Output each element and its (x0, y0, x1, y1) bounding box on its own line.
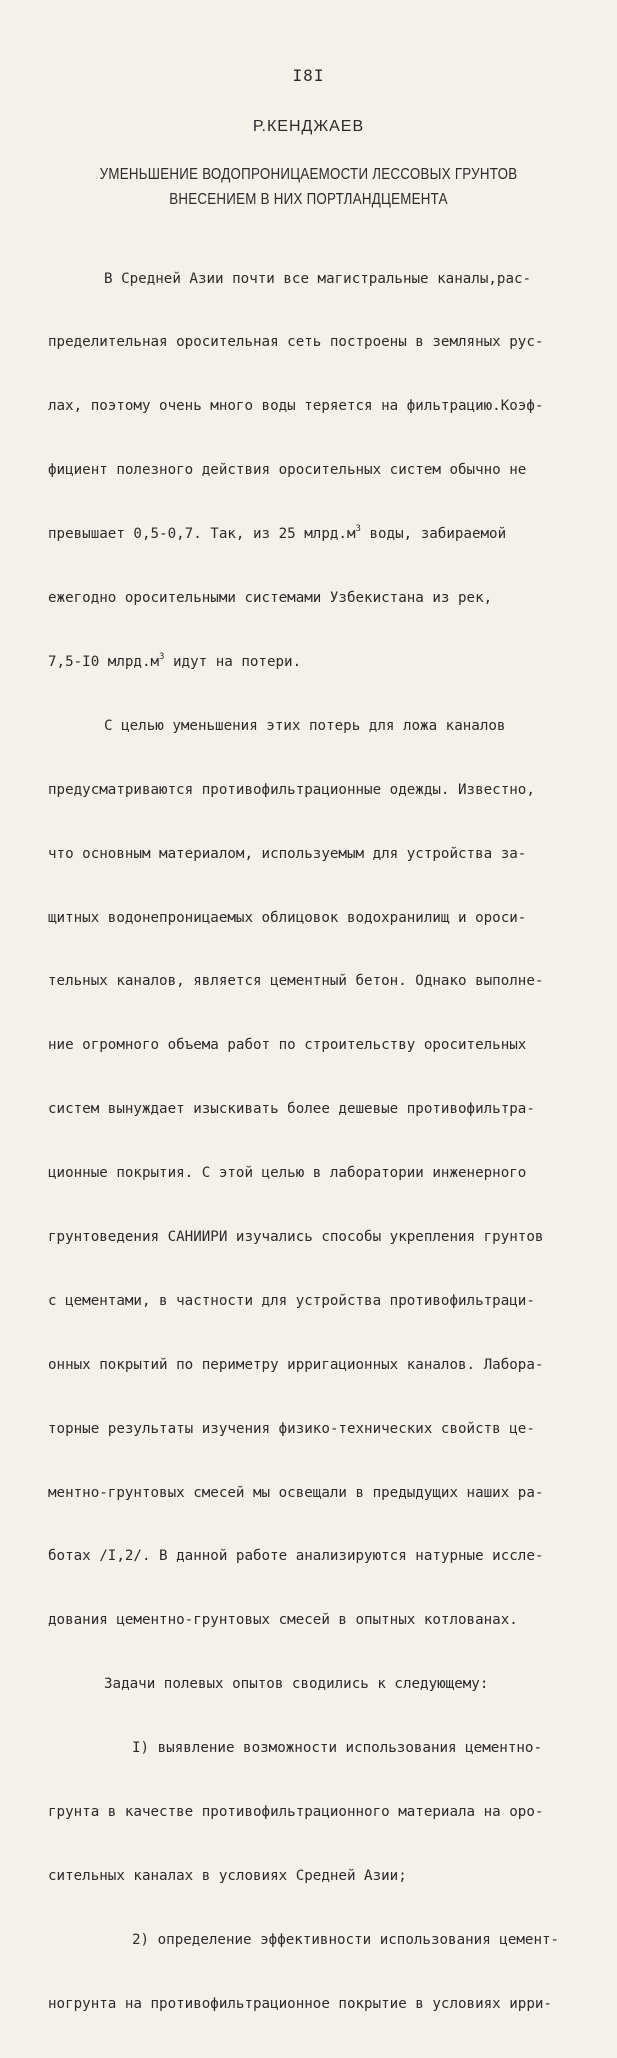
body-line: 2) определение эффективности использования цемент- (132, 1931, 560, 1948)
body-line-part: воды, забираемой (360, 526, 507, 543)
article-title (43, 162, 574, 212)
body-line: ментно-грунтовых смесей мы освещали в предыдущих наших ра- (48, 1484, 544, 1501)
body-line: ционные покрытия. С этой целью в лаборатории инженерного (48, 1165, 527, 1182)
body-line: фициент полезного действия оросительных систем обычно не (48, 462, 527, 479)
body-line: щитных водонепроницаемых облицовок водохранилищ и ороси- (48, 909, 527, 926)
body-line: дования цементно-грунтовых смесей в опытных котлованах. (48, 1612, 518, 1629)
body-line: грунтоведения САНИИРИ изучались способы укрепления грунтов (48, 1228, 544, 1245)
body-line: В Средней Азии почти все магистральные каналы,рас- (104, 270, 532, 287)
body-line: сительных каналах в условиях Средней Азии; (48, 1867, 407, 1884)
body-line (48, 524, 588, 545)
body-line: ние огромного объема работ по строительству оросительных (48, 1037, 527, 1054)
body-line: ежегодно оросительными системами Узбекистана из рек, (48, 590, 493, 607)
body-line: С целью уменьшения этих потерь для ложа каналов (104, 717, 506, 734)
body-line: ботах /I,2/. В данной работе анализируются натурные иссле- (48, 1548, 544, 1565)
superscript: 3 (159, 651, 165, 662)
body-line: I) выявление возможности использования цементно- (132, 1740, 542, 1757)
body-line-part: идут на потери. (164, 653, 302, 670)
body-line: лах, поэтому очень много воды теряется на фильтрацию.Коэф- (48, 398, 544, 415)
body-line: предусматриваются противофильтрационные одежды. Известно, (48, 781, 535, 798)
body-line: грунта в качестве противофильтрационного материала на оро- (48, 1803, 544, 1820)
body-line (48, 652, 588, 673)
superscript: 3 (355, 524, 361, 535)
body-line: что основным материалом, используемым для устройства за- (48, 845, 527, 862)
body-text (48, 226, 588, 2058)
page-number: I8I (292, 66, 325, 85)
body-line: Задачи полевых опытов сводились к следующему: (104, 1676, 489, 1693)
body-line-part: превышает 0,5-0,7. Так, из 25 млрд.м (48, 526, 356, 543)
body-line: тельных каналов, является цементный бетон. Однако выполне- (48, 973, 544, 990)
title-line-1: УМЕНЬШЕНИЕ ВОДОПРОНИЦАЕМОСТИ ЛЕССОВЫХ ГРУНТОВ (99, 166, 518, 183)
body-line: с цементами, в частности для устройства противофильтраци- (48, 1292, 535, 1309)
body-line: пределительная оросительная сеть построены в земляных рус- (48, 334, 544, 351)
body-line: ногрунта на противофильтрационное покрытие в условиях ирри- (48, 1995, 552, 2012)
body-line: онных покрытий по периметру ирригационных каналов. Лабора- (48, 1356, 544, 1373)
body-line: систем вынуждает изыскивать более дешевые противофильтра- (48, 1101, 535, 1118)
body-line: торные результаты изучения физико-технических свойств це- (48, 1420, 535, 1437)
author-name: Р.КЕНДЖАЕВ (252, 118, 365, 135)
title-line-2: ВНЕСЕНИЕМ В НИХ ПОРТЛАНДЦЕМЕНТА (169, 191, 448, 208)
body-line-part: 7,5-I0 млрд.м (48, 653, 160, 670)
